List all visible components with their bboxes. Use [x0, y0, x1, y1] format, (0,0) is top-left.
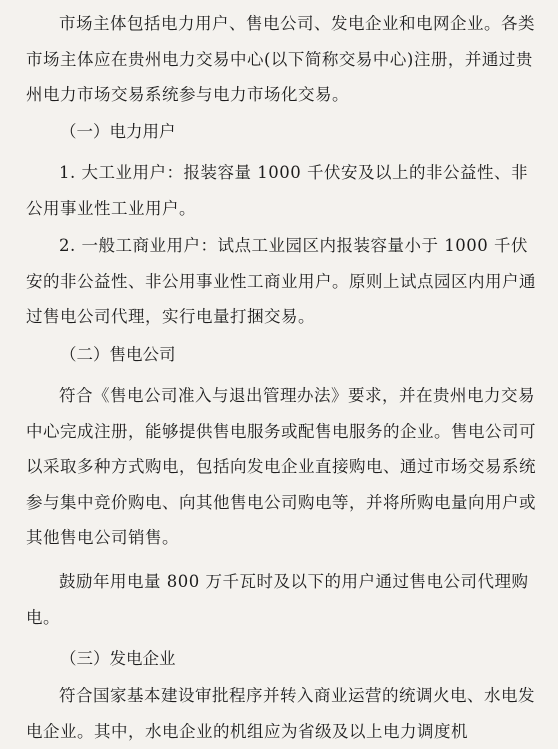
paragraph-market-entities: 市场主体包括电力用户、售电公司、发电企业和电网企业。各类市场主体应在贵州电力交易中心(以下简称交易中心)注册，并通过贵州电力市场交易系统参与电力市场化交易。: [26, 14, 535, 105]
paragraph-retail-requirements: 符合《售电公司准入与退出管理办法》要求，并在贵州电力交易中心完成注册，能够提供售电服务或配售电服务的企业。售电公司可以采取多种方式购电，包括向发电企业直接购电、通过市场交易系统参与集中竞价购电、向其他售电公司购电等，并将所购电量向用户或其他售电公司销售。: [26, 386, 536, 548]
heading-power-users: （一）电力用户: [60, 122, 176, 141]
paragraph-general-commercial: 2. 一般工商业用户：试点工业园区内报装容量小于 1000 千伏安的非公益性、非公用事业性工商业用户。原则上试点园区内用户通过售电公司代理，实行电量打捆交易。: [26, 236, 536, 327]
paragraph-large-industrial: 1. 大工业用户：报装容量 1000 千伏安及以上的非公益性、非公用事业性工业用户。: [26, 163, 528, 218]
paragraph-generation-requirements: 符合国家基本建设审批程序并转入商业运营的统调火电、水电发电企业。其中，水电企业的机组应为省级及以上电力调度机: [26, 686, 535, 741]
heading-generation-companies: （三）发电企业: [60, 649, 176, 668]
paragraph-encourage-agency: 鼓励年用电量 800 万千瓦时及以下的用户通过售电公司代理购电。: [26, 572, 529, 627]
heading-retail-companies: （二）售电公司: [60, 345, 176, 364]
